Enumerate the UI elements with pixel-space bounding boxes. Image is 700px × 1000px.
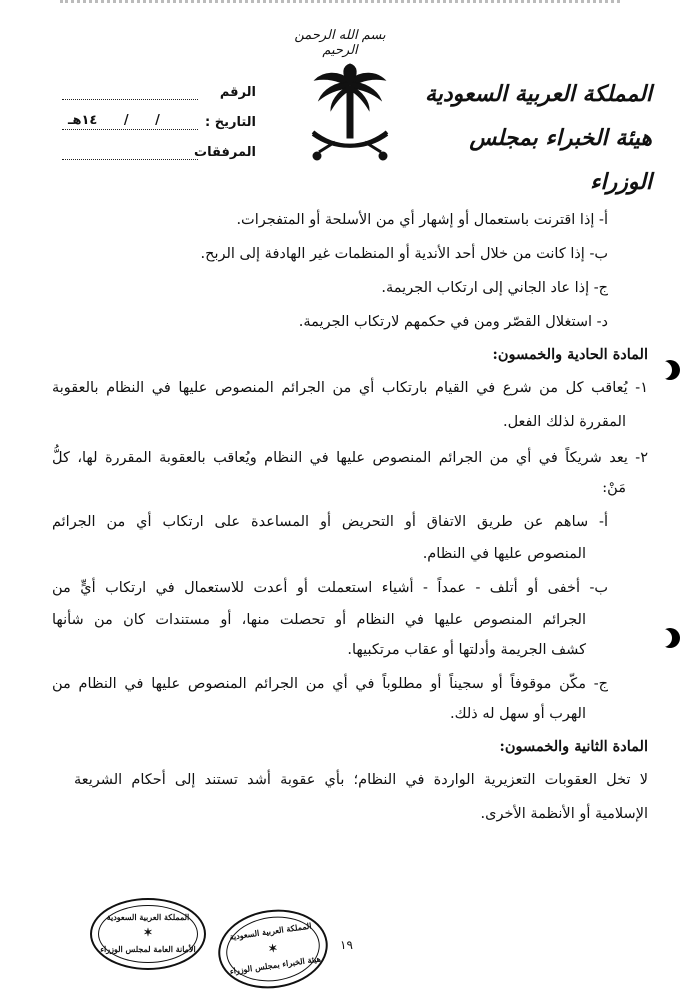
reference-label: الرقم xyxy=(219,85,256,100)
article-51-heading: المادة الحادية والخمسون: xyxy=(492,346,648,363)
reference-block xyxy=(56,70,256,160)
punch-hole-bottom xyxy=(660,628,680,648)
reference-row xyxy=(56,70,256,100)
article-52-heading: المادة الثانية والخمسون: xyxy=(499,738,648,755)
kingdom-name: المملكة العربية السعودية xyxy=(424,81,652,107)
attachments-row xyxy=(56,130,256,160)
agency-name: هيئة الخبراء بمجلس الوزراء xyxy=(469,125,652,195)
attachments-label: المرفقات xyxy=(194,145,256,160)
date-row xyxy=(56,100,256,130)
reference-field xyxy=(62,85,198,100)
stamp-general-secretariat xyxy=(90,898,206,970)
article-52-text-cont: الإسلامية أو الأنظمة الأخرى. xyxy=(480,806,648,822)
date-field xyxy=(62,115,198,130)
article-51-item-1: ١- يُعاقب كل من شرع في القيام بارتكاب أي من الجرائم المنصوص عليها في النظام بالعقوبة xyxy=(52,380,648,396)
clause-a: أ- إذا اقترنت باستعمال أو إشهار أي من الأسلحة أو المتفجرات. xyxy=(236,212,608,228)
article-52-text: لا تخل العقوبات التعزيرية الواردة في النظام؛ بأي عقوبة أشد تستند إلى أحكام الشريعة xyxy=(74,772,648,788)
basmala: بسم الله الرحمن الرحيم xyxy=(294,28,386,58)
palm-swords-emblem-icon xyxy=(305,62,395,172)
article-51-item-2-a: أ- ساهم عن طريق الاتفاق أو التحريض أو المساعدة على ارتكاب أي من الجرائم xyxy=(52,514,608,530)
stamp-right-bottom-text: هيئة الخبراء بمجلس الوزراء xyxy=(229,953,322,977)
top-border xyxy=(60,0,620,9)
clause-b: ب- إذا كانت من خلال أحد الأندية أو المنظمات غير الهادفة إلى الربح. xyxy=(200,246,608,262)
stamp-left-bottom-text: الأمانة العامة لمجلس الوزراء xyxy=(100,944,196,954)
stamp-left-top-text: المملكة العربية السعودية xyxy=(106,912,190,922)
article-51-item-2-a-cont: المنصوص عليها في النظام. xyxy=(422,546,586,562)
article-51-item-2-b-cont2: كشف الجريمة وأدلتها أو عقاب مرتكبيها. xyxy=(347,642,586,658)
clause-d: د- استغلال القصّر ومن في حكمهم لارتكاب الجريمة. xyxy=(298,314,608,330)
article-51-item-2-c-cont: الهرب أو سهل له ذلك. xyxy=(450,706,586,722)
stamp-left-emblem-icon: ✶ xyxy=(143,926,153,939)
attachments-field xyxy=(62,145,198,160)
article-51-item-1-cont: المقررة لذلك الفعل. xyxy=(502,414,626,430)
stamp-right-emblem-icon: ✶ xyxy=(267,941,279,956)
article-51-item-2-b: ب- أخفى أو أتلف - عمداً - أشياء استعملت أو أعدت للاستعمال في ارتكاب أيٍّ من xyxy=(52,580,608,596)
article-51-item-2-cont: مَنْ: xyxy=(602,480,626,496)
date-label: التاريخ : xyxy=(205,115,256,130)
article-51-item-2-b-cont1: الجرائم المنصوص عليها في النظام أو تحصلت منها، أو مستندات كان من شأنها xyxy=(52,612,586,628)
stamp-bureau-of-experts xyxy=(213,903,333,996)
punch-hole-top xyxy=(660,360,680,380)
page-number: ١٩ xyxy=(340,938,353,952)
stamp-right-top-text: المملكة العربية السعودية xyxy=(228,920,313,942)
clause-c: ج- إذا عاد الجاني إلى ارتكاب الجريمة. xyxy=(381,280,608,296)
article-51-item-2: ٢- يعد شريكاً في أي من الجرائم المنصوص عليها في النظام ويُعاقب بالعقوبة المقررة لها، كلُّ xyxy=(52,450,648,466)
article-51-item-2-c: ج- مكّن موقوفاً أو سجيناً أو مطلوباً في أي من الجرائم المنصوص عليها في النظام من xyxy=(52,676,608,692)
kingdom-header xyxy=(422,72,652,204)
date-value: / / ١٤هـ xyxy=(68,113,160,128)
